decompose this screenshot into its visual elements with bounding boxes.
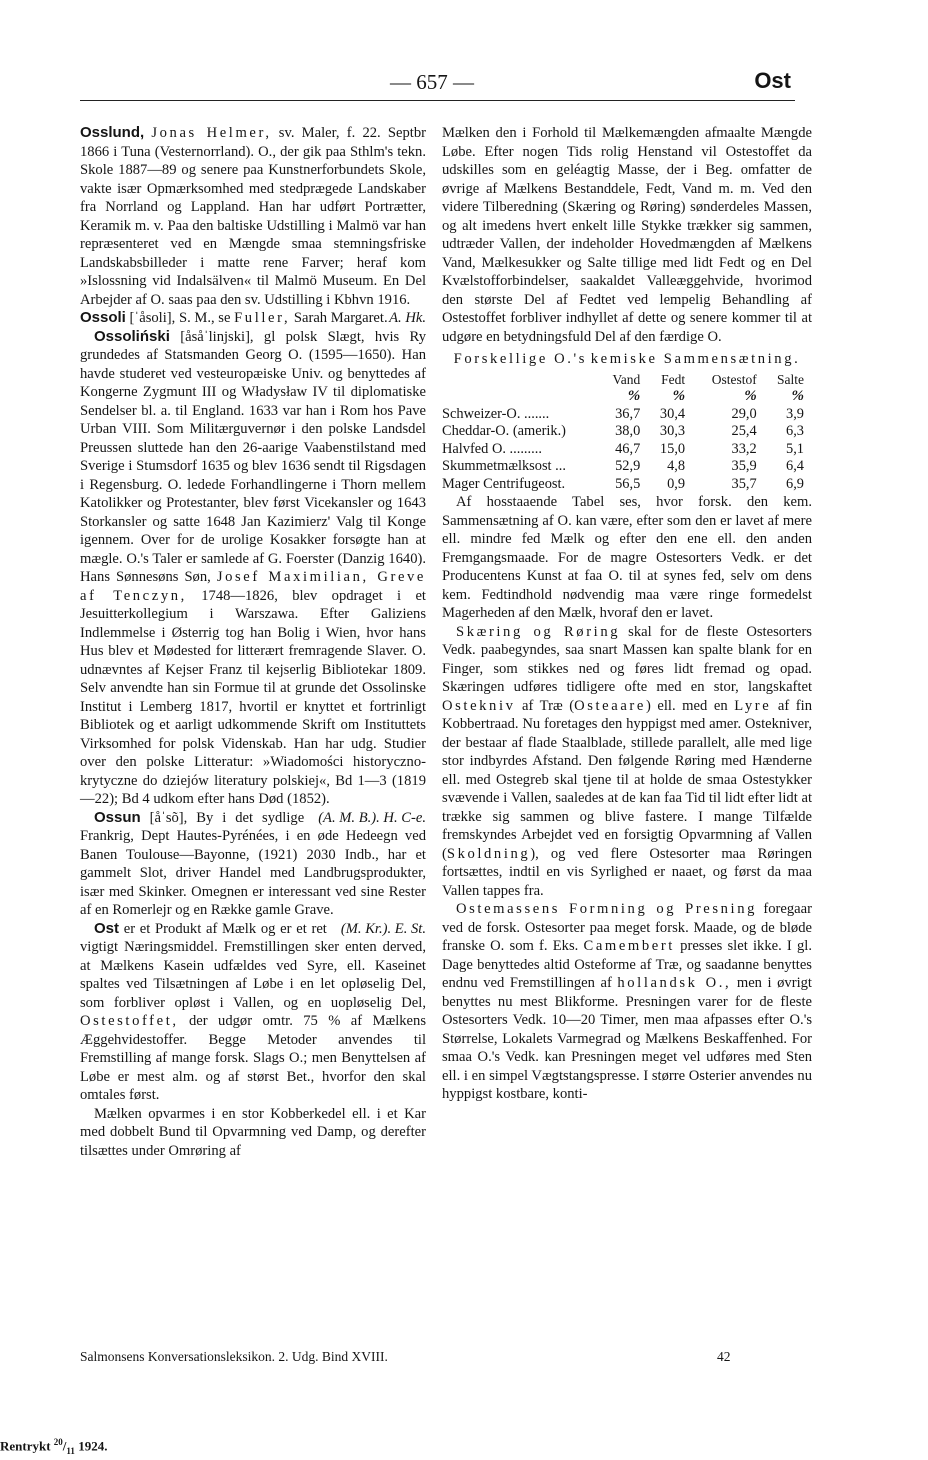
entry-ossoli [80, 309, 426, 328]
running-head: Ost [754, 68, 791, 93]
headword: Ossoli [80, 309, 126, 326]
table-unit-row: % % % % [627, 388, 804, 404]
entry-text: [ˈåsoli], S. M., se [125, 310, 235, 326]
right-column [442, 124, 812, 1104]
headword: Osslund, [80, 124, 145, 141]
table-row: Cheddar-O. (amerik.) 38,0 30,3 25,4 6,3 [442, 423, 804, 439]
headword: Ost [94, 919, 120, 937]
entry-text: [åsåˈlinjski], gl polsk Slægt, hvis Ry grundedes af Statsmanden Georg O. (1595—1650). Han havde studeret ved vesteuropæiske Univ. og benyttedes af Kongerne Zygmunt III og Władysław IV til diplomatiske Sendelser bl. a. til England. 1633 var han i Rom hos Pave Urban VIII. Som Militærguvernør i den polske Landsdel Preussen sluttede han den 26-aarige Vaabenstilstand med Sverige i Stumsdorf 1635 og blev 1636 sendt til Rigsdagen i Regensburg. O. ledede Forhandlingerne i Thorn mellem Katolikker og Protestanter, blev først Vicekansler og 1643 Storkansler og satte 1648 Jan Kazimierz' Valg til Konge igennem. Over for de urolige Kosakker forsøgte han at mægle. O.'s Taler er samlede af G. Foerster (Danzig 1640). Hans Sønnesøns Søn, [80, 328, 426, 585]
paragraph-skaering: Skæring og Røring skal for de fleste Ostesorters Vedk. paabegyndes, saa snart Massen kan spalte blank for en Finger, som stikkes ned og føres lidt fremad og opad. Skæringen udføres tidligere ofte med en stor, langskaftet Ostekniv af Træ (Osteaare) ell. med en Lyre af fin Kobbertraad. Nu foretages den hyppigst med amer. Ostekniver, der bestaar af flade Staalblade, stillede parallelt, alle med lige stor indbyrdes Afstand. Den følgende Røring med Hænderne ell. med Ostegreb skal tjene til at holde de smaa Ostestykker svævende i Vallen, saaledes at de kan faa Tid til lidt efter lidt at trække sig sammen og blive fastere. I mange Tilfælde fremskyndes Arbejdet ved en forsigtig Opvarmning af Vallen (Skoldning), og ved flere Ostesorter maa Røringen fortsættes, indtil en vis Syrlighed er naaet, og først da maa Vallen tappes fra. [442, 623, 813, 899]
spaced-term: Ostestoffet, [80, 1013, 179, 1029]
headword: Ossoliński [94, 327, 170, 345]
signature-mark: 42 [717, 1349, 731, 1364]
entry-text: sv. Maler, f. 22. Septbr 1866 i Tuna (Vesternorrland). O., der gik paa Sthlm's tekn. Skole 1887—89 og senere paa Kunstnerforbundets Skole, vakte især Opmærksomhed med stedprægede Landskaber fra Norrland og Lappland. Han har udført Portrætter, Keramik m. v. Paa den baltiske Udstilling i Malmö var han repræsenteret ved en Mængde smaa stemningsfriske Landskabsbilleder i matte rene Farver; heraf kom »Islossning vid Indalsälven« til Malmö Museum. En Del Arbejder af O. saas paa den sv. Udstilling i Kbhvn 1916. [80, 125, 426, 308]
cross-reference: Fuller, [234, 310, 291, 326]
entry-text: er et Produkt af Mælk og er et ret vigtigt Næringsmiddel. Fremstillingen sker enten derved, at Mælkens Kasein udfældes ved Syre, ell. Kaseinet spaltes ved Tilsætningen af Løbe i en let opløselig Del, som forbliver opløst i Vallen, og en uopløselig Del, [80, 920, 426, 1011]
page-number: — 657 — [390, 70, 474, 94]
composition-table [442, 371, 812, 494]
page-footer [80, 1349, 812, 1365]
table-row: Skummetmælksost ... 52,9 4,8 35,9 6,4 [442, 458, 804, 474]
headword: Ossun [94, 808, 141, 826]
table-row: Halvfed O. ......... 46,7 15,0 33,2 5,1 [442, 440, 804, 457]
source-line: Salmonsens Konversationsleksikon. 2. Udg. Bind XVIII. [80, 1349, 388, 1364]
paragraph: Af hosstaaende Tabel ses, hvor forsk. den kem. Sammensætning af O. kan være, efter som den er lavet af mere ell. mindre fed Mælk og efter den ene ell. den anden Fremgangsmaade. For de magre Ostesorters Vedk. er det Producentens Kunst at faa O. til at synes fed, selv om dens kem. Fedtindhold nødvendig maa være ringe formedelst Magerheden af den Mælk, hvoraf den er lavet. [442, 494, 812, 621]
paragraph-formning: Ostemassens Formning og Presning foregaar ved de forsk. Ostesorter paa meget forsk. Maade, og de bløde franske O. som f. Eks. Camembert presses slet ikke. I gl. Dage benyttedes altid Osteforme af Træ, og saadanne benyttes endnu ved Fremstillingen af hollandsk O., men i øvrigt benyttes nu mest Blikforme. Presningen varer for de fleste Ostesorters Vedk. 10—20 Timer, men maa afpasses efter O.'s Størrelse, Lokalets Varmegrad og Mælkens Beskaffenhed. For smaa O.'s Vedk. kan Presningen meget vel udføres med Sten ell. i en simpel Vægtstangspresse. I større Osterier anvendes nu hyppigst kostbare, konti- [442, 901, 812, 1102]
entry-text: Sarah Margaret. [290, 310, 388, 326]
table-title: Forskellige O.'s kemiske Sammensætning. [453, 351, 801, 367]
header-rule [80, 100, 795, 101]
entry-text: [åˈsõ], By i det sydlige Frankrig, Dept Hautes-Pyrénées, i en øde Hedeegn ved Banen Toulouse—Bayonne, (1921) 2030 Indb., har et gammelt Slot, driver Handel med Landbrugsprodukter, især med Skinker. Omegnen er interessant ved sine Rester af en Romerlejr og en Række gamle Grave. [80, 809, 426, 918]
page-header [80, 68, 795, 98]
entry-text: 1748—1826, blev opdraget i et Jesuitterkollegium i Warszawa. Efter Galiziens Indlemmelse i Østerrig tog han Bolig i Wien, hvor hans Hus blev et Mødested for litterært fremragende Slaver. O. udnævntes af Kejser Franz til kejserlig Bibliotekar 1809. Selv anvendte han sin Formue til at grunde det Ossolinske Institut i Lemberg 1817, hvortil er knyttet et fortrinligt Bibliotek og et aarligt udkommende Skrift om Instituttets Virksomhed for polsk Videnskab. Han har udg. Studier over den polske Litteratur: »Wiadomości historyczno-krytyczne do dziejów literatury polskiej«, Bd 1—3 (1819—22); Bd 4 udkom efter hans Død (1852). [80, 587, 426, 807]
author-signature: (M. Kr.). E. St. [340, 920, 426, 937]
paragraph: Mælken opvarmes i en stor Kobberkedel ell. i et Kar med dobbelt Bund til Opvarmning ved Damp, og derefter tilsættes under Omrøring af [80, 1105, 426, 1159]
table-row: Mager Centrifugeost. 56,5 0,9 35,7 6,9 [442, 475, 804, 492]
entry-text: der udgør omtr. 75 % af Mælkens Æggehvidestoffer. Begge Metoder anvendes til Fremstilling af mange forsk. Slags O.; men Benyttelsen af Løbe er mest alm. og af størst Bet., hvorfor den skal omtales først. [80, 1013, 426, 1103]
paragraph: Mælken den i Forhold til Mælkemængden afmaalte Mængde Løbe. Efter nogen Tids rolig Henstand vil Ostestoffet da udskilles som en geléagtig Masse, der i Beg. omfatter de øvrige af Mælkens Bestanddele, Fedt, Vand m. m. Ved den videre Tilberedning (Skæring og Røring) sønderdeles Massen, og alt imedens hvert enkelt lille Stykke trækker sig sammen, udtræder Vallen, der indeholder Hovedmængden af Mælkens Vand, Mælkesukker og Salte tillige med lidt Fedt og en Del Kvælstofforbindelser, saakaldet Valleæggehvide, hvorimod den største Del af Fedtet ved lempelig Behandling af Ostestoffet forbliver indhyllet af dette og senere kommer til at udgøre en betydningsfuld Del af den færdige O. [442, 125, 812, 345]
author-signature: (A. M. B.). H. C-e. [318, 809, 426, 826]
table-header-row: Vand Fedt Ostestof Salte [612, 371, 804, 387]
entry-ost [80, 920, 426, 1105]
table-row: Schweizer-O. ....... 36,7 30,4 29,0 3,9 [442, 405, 804, 422]
author-signature: A. Hk. [389, 310, 426, 326]
spaced-name: Josef Maximilian, Greve af Tenczyn, [80, 569, 427, 604]
left-column [80, 124, 426, 1160]
reprint-note: Rentrykt $^{20}/_{11}$ 1924. [0, 1437, 108, 1456]
spaced-name: Jonas Helmer, [151, 125, 272, 141]
